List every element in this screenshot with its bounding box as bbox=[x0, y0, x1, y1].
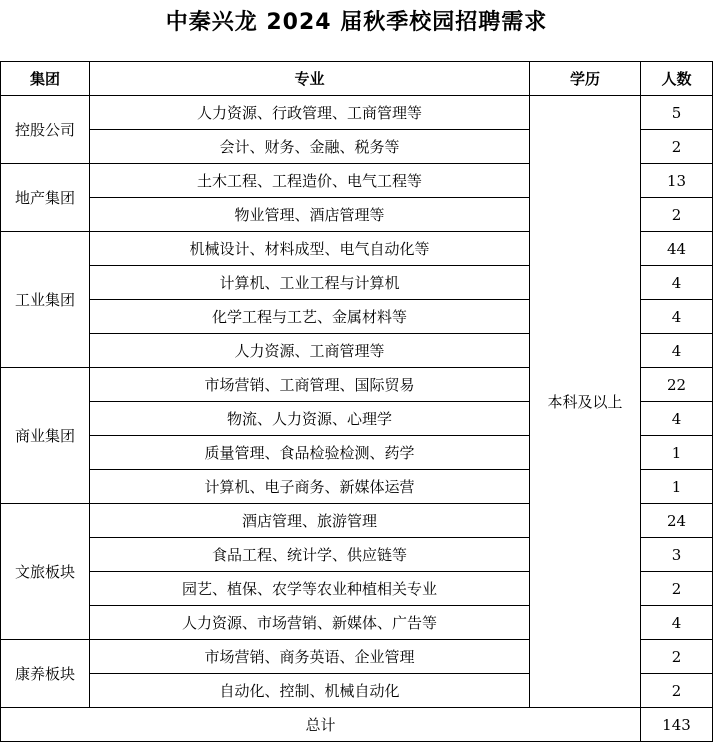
count-cell: 2 bbox=[641, 640, 713, 674]
group-name-cell: 商业集团 bbox=[1, 368, 90, 504]
major-cell: 市场营销、商务英语、企业管理 bbox=[90, 640, 530, 674]
recruitment-table bbox=[0, 61, 713, 742]
major-cell: 市场营销、工商管理、国际贸易 bbox=[90, 368, 530, 402]
count-cell: 2 bbox=[641, 572, 713, 606]
count-cell: 1 bbox=[641, 436, 713, 470]
header-major: 专业 bbox=[90, 62, 530, 96]
count-cell: 4 bbox=[641, 334, 713, 368]
header-row bbox=[1, 62, 713, 96]
count-cell: 2 bbox=[641, 130, 713, 164]
total-value: 143 bbox=[641, 708, 713, 742]
major-cell: 计算机、电子商务、新媒体运营 bbox=[90, 470, 530, 504]
header-group: 集团 bbox=[1, 62, 90, 96]
group-name-cell: 文旅板块 bbox=[1, 504, 90, 640]
count-cell: 22 bbox=[641, 368, 713, 402]
major-cell: 物流、人力资源、心理学 bbox=[90, 402, 530, 436]
major-cell: 酒店管理、旅游管理 bbox=[90, 504, 530, 538]
major-cell: 化学工程与工艺、金属材料等 bbox=[90, 300, 530, 334]
group-name-cell: 控股公司 bbox=[1, 96, 90, 164]
count-cell: 3 bbox=[641, 538, 713, 572]
group-name-cell: 工业集团 bbox=[1, 232, 90, 368]
major-cell: 人力资源、工商管理等 bbox=[90, 334, 530, 368]
total-row bbox=[1, 708, 713, 742]
major-cell: 园艺、植保、农学等农业种植相关专业 bbox=[90, 572, 530, 606]
count-cell: 2 bbox=[641, 198, 713, 232]
count-cell: 2 bbox=[641, 674, 713, 708]
major-cell: 计算机、工业工程与计算机 bbox=[90, 266, 530, 300]
count-cell: 24 bbox=[641, 504, 713, 538]
table-row bbox=[1, 96, 713, 130]
count-cell: 4 bbox=[641, 266, 713, 300]
major-cell: 自动化、控制、机械自动化 bbox=[90, 674, 530, 708]
count-cell: 44 bbox=[641, 232, 713, 266]
group-name-cell: 康养板块 bbox=[1, 640, 90, 708]
count-cell: 13 bbox=[641, 164, 713, 198]
major-cell: 物业管理、酒店管理等 bbox=[90, 198, 530, 232]
count-cell: 4 bbox=[641, 606, 713, 640]
major-cell: 质量管理、食品检验检测、药学 bbox=[90, 436, 530, 470]
major-cell: 人力资源、市场营销、新媒体、广告等 bbox=[90, 606, 530, 640]
count-cell: 1 bbox=[641, 470, 713, 504]
total-label: 总计 bbox=[1, 708, 641, 742]
page-title: 中秦兴龙 2024 届秋季校园招聘需求 bbox=[165, 10, 548, 35]
major-cell: 会计、财务、金融、税务等 bbox=[90, 130, 530, 164]
education-cell: 本科及以上 bbox=[530, 96, 641, 708]
count-cell: 4 bbox=[641, 300, 713, 334]
header-education: 学历 bbox=[530, 62, 641, 96]
count-cell: 5 bbox=[641, 96, 713, 130]
table-body bbox=[1, 96, 713, 742]
major-cell: 食品工程、统计学、供应链等 bbox=[90, 538, 530, 572]
major-cell: 机械设计、材料成型、电气自动化等 bbox=[90, 232, 530, 266]
count-cell: 4 bbox=[641, 402, 713, 436]
major-cell: 土木工程、工程造价、电气工程等 bbox=[90, 164, 530, 198]
header-count: 人数 bbox=[641, 62, 713, 96]
group-name-cell: 地产集团 bbox=[1, 164, 90, 232]
major-cell: 人力资源、行政管理、工商管理等 bbox=[90, 96, 530, 130]
